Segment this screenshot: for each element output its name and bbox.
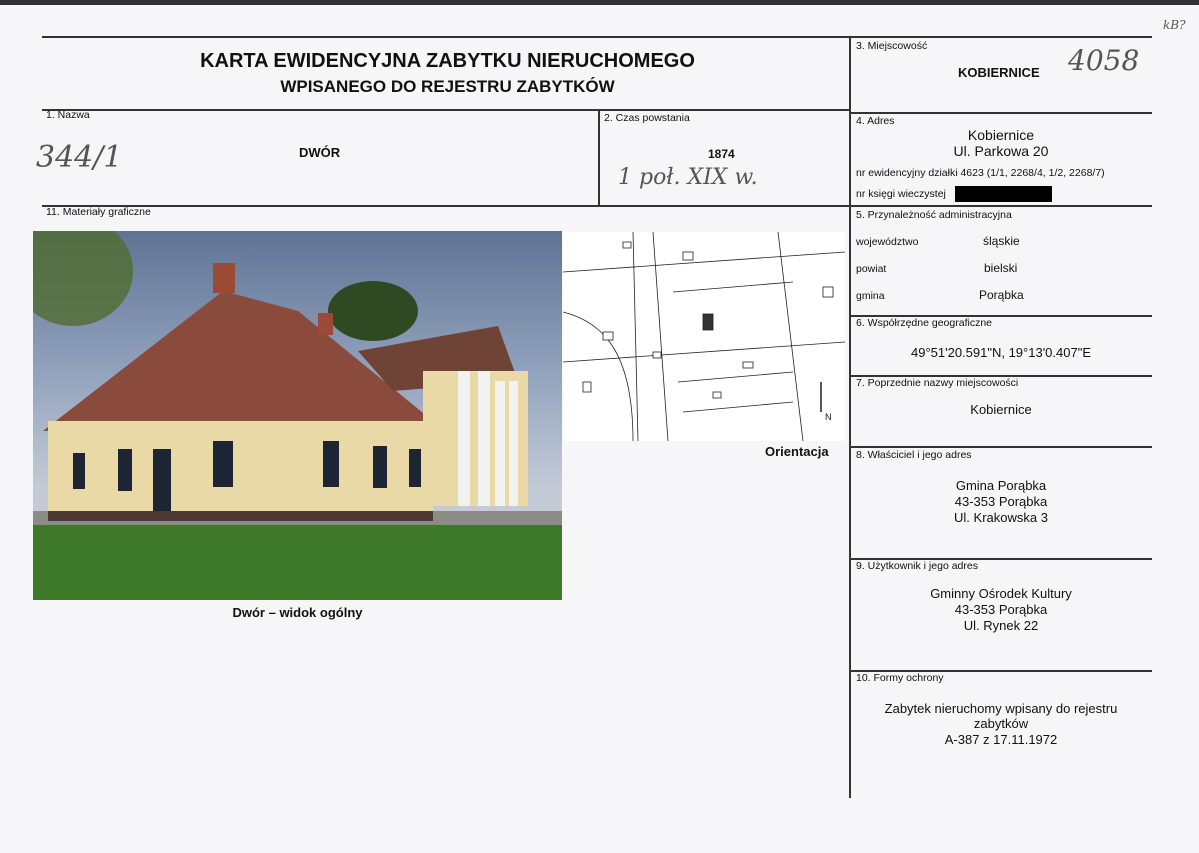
corner-note: kB?	[1163, 18, 1186, 32]
parcel-number: nr ewidencyjny działki 4623 (1/1, 2268/4, 1/2, 2268/7)	[856, 167, 1105, 179]
scan-edge	[0, 0, 1199, 5]
handwritten-number: 344/1	[36, 140, 123, 175]
map-caption: Orientacja	[765, 444, 829, 459]
card-title: KARTA EWIDENCYJNA ZABYTKU NIERUCHOMEGO	[200, 50, 695, 72]
field5-label: 5. Przynależność administracyjna	[856, 209, 1012, 221]
photo-caption: Dwór – widok ogólny	[232, 605, 363, 620]
name-value: DWÓR	[299, 145, 341, 160]
field2-label: 2. Czas powstania	[604, 112, 690, 124]
redacted-block	[955, 186, 1052, 202]
coordinates-value: 49°51'20.591"N, 19°13'0.407"E	[910, 345, 1091, 360]
admin-value: bielski	[984, 261, 1018, 275]
field4-label: 4. Adres	[856, 115, 895, 127]
previous-names-value: Kobiernice	[970, 402, 1032, 417]
north-indicator: N	[825, 412, 832, 422]
date-value: 1874	[708, 147, 735, 161]
divider	[598, 109, 600, 206]
admin-key: powiat	[856, 263, 887, 275]
divider	[42, 36, 1152, 38]
field6-label: 6. Współrzędne geograficzne	[856, 317, 992, 329]
user-line1: Gminny Ośrodek Kultury	[930, 586, 1072, 601]
admin-key: gmina	[856, 290, 885, 302]
address-line1: Kobiernice	[967, 127, 1035, 143]
protection-line1: Zabytek nieruchomy wpisany do rejestru	[884, 701, 1118, 716]
divider	[850, 112, 1152, 114]
admin-key: województwo	[856, 236, 919, 248]
owner-line1: Gmina Porąbka	[955, 478, 1047, 493]
locality-value: KOBIERNICE	[958, 65, 1040, 80]
owner-line3: Ul. Krakowska 3	[954, 510, 1048, 525]
admin-value: Porąbka	[979, 288, 1024, 302]
divider	[42, 109, 850, 111]
divider	[42, 205, 1152, 207]
field10-label: 10. Formy ochrony	[856, 672, 944, 684]
protection-line2: zabytków	[973, 716, 1029, 731]
field11-label: 11. Materiały graficzne	[46, 206, 151, 218]
divider	[850, 446, 1152, 448]
field3-label: 3. Miejscowość	[856, 40, 928, 52]
admin-value: śląskie	[983, 234, 1020, 248]
manor-photo	[33, 231, 562, 600]
address-line2: Ul. Parkowa 20	[953, 143, 1049, 159]
user-line2: 43-353 Porąbka	[954, 602, 1048, 617]
field8-label: 8. Właściciel i jego adres	[856, 449, 972, 461]
handwritten-number: 4058	[1068, 44, 1140, 77]
field9-label: 9. Użytkownik i jego adres	[856, 560, 978, 572]
user-line3: Ul. Rynek 22	[963, 618, 1039, 633]
field7-label: 7. Poprzednie nazwy miejscowości	[856, 377, 1019, 389]
land-register-label: nr księgi wieczystej	[856, 188, 946, 200]
card-subtitle: WPISANEGO DO REJESTRU ZABYTKÓW	[280, 77, 615, 96]
handwritten-date: 1 poł. XIX w.	[618, 165, 758, 190]
orientation-map	[563, 232, 845, 441]
protection-line3: A-387 z 17.11.1972	[944, 732, 1058, 747]
owner-line2: 43-353 Porąbka	[954, 494, 1048, 509]
field1-label: 1. Nazwa	[46, 109, 90, 121]
